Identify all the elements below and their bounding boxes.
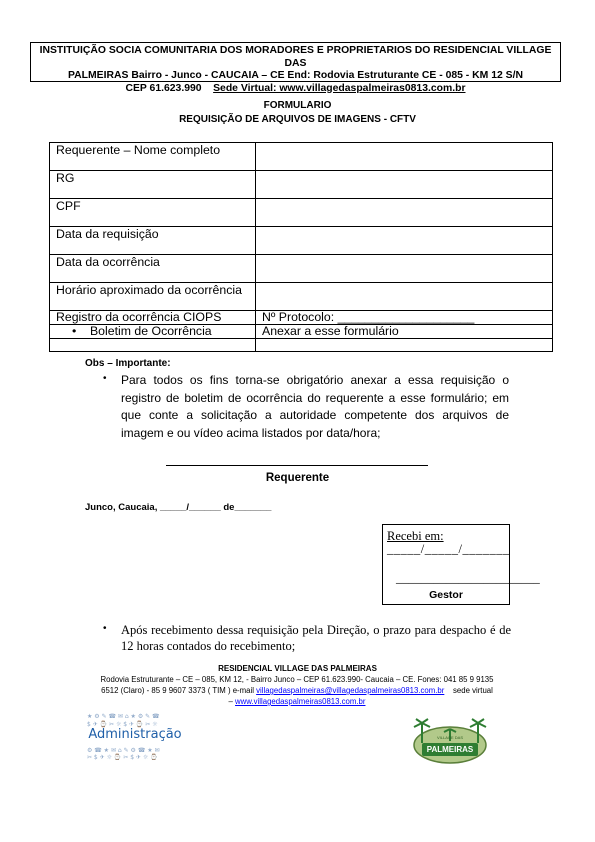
form-subtitle: REQUISIÇÃO DE ARQUIVOS DE IMAGENS - CFTV bbox=[179, 114, 416, 125]
form-label: Requerente – Nome completo bbox=[50, 143, 256, 171]
palm-logo-text: PALMEIRAS bbox=[426, 745, 474, 754]
form-row bbox=[50, 283, 553, 311]
form-label: CPF bbox=[50, 199, 256, 227]
form-field-rg[interactable] bbox=[256, 171, 553, 199]
bullet-icon: • bbox=[72, 324, 77, 338]
receipt-box bbox=[382, 524, 540, 605]
header-line1: INSTITUIÇÃO SOCIA COMUNITARIA DOS MORADORES E PROPRIETARIOS DO RESIDENCIAL VILLAGE DAS bbox=[39, 45, 552, 69]
footer-title: RESIDENCIAL VILLAGE DAS PALMEIRAS bbox=[218, 664, 377, 673]
form-row bbox=[50, 227, 553, 255]
administracao-logo bbox=[85, 710, 185, 760]
form-row bbox=[50, 339, 553, 352]
header-website: Sede Virtual: www.villagedaspalmeiras0813.com.br bbox=[213, 82, 466, 94]
request-form-table bbox=[49, 142, 553, 352]
form-label: Horário aproximado da ocorrência bbox=[50, 283, 256, 311]
form-field-occurrence-time[interactable] bbox=[256, 283, 553, 311]
form-row bbox=[50, 143, 553, 171]
form-field-bo: Anexar a esse formulário bbox=[256, 325, 553, 339]
footer-website-link[interactable]: www.villagedaspalmeiras0813.com.br bbox=[235, 697, 366, 706]
form-title: FORMULARIO bbox=[263, 100, 332, 111]
obs-paragraph-1: Para todos os fins torna-se obrigatório anexar a essa requisição o registro de boletim de ocorrência do requerente a esse formulário; em que conte a solicitação a autoridade competente dos arquivos de imagem e ou vídeo acima listados por data/hora; bbox=[121, 373, 509, 440]
form-row bbox=[50, 171, 553, 199]
institution-header bbox=[30, 42, 561, 94]
form-row bbox=[50, 311, 553, 325]
form-row bbox=[50, 199, 553, 227]
form-row bbox=[50, 255, 553, 283]
obs-title: Obs – Importante: bbox=[85, 358, 171, 369]
form-label: Data da ocorrência bbox=[50, 255, 256, 283]
form-label-bo: • Boletim de Ocorrência bbox=[50, 325, 256, 339]
header-line3: CEP 61.623.990 Sede Virtual: www.villagedaspalmeiras0813.com.br bbox=[125, 82, 466, 94]
form-field-protocol[interactable]: Nº Protocolo: ____________________ bbox=[256, 311, 553, 325]
form-field-request-date[interactable] bbox=[256, 227, 553, 255]
form-row bbox=[50, 325, 553, 339]
form-field-name[interactable] bbox=[256, 143, 553, 171]
svg-text:★ ⚙ ✎ ☎ ✉ ⌂ ★ ⚙ ✎ ☎: ★ ⚙ ✎ ☎ ✉ ⌂ ★ ⚙ ✎ ☎ bbox=[87, 713, 160, 720]
date-line: Junco, Caucaia, _____/______ de_______ bbox=[85, 502, 272, 513]
form-label-ciops: Registro da ocorrência CIOPS bbox=[50, 311, 256, 325]
svg-text:$ ✈ ⌚ ✂ ☼ $ ✈ ⌚ ✂ ☼: $ ✈ ⌚ ✂ ☼ $ ✈ ⌚ ✂ ☼ bbox=[87, 721, 158, 728]
palm-tree-icon bbox=[408, 715, 492, 765]
requerente-label: Requerente bbox=[265, 472, 330, 484]
receipt-title: Recebi em: bbox=[387, 529, 444, 543]
form-field-occurrence-date[interactable] bbox=[256, 255, 553, 283]
signature-line bbox=[166, 465, 428, 466]
footer-email-link[interactable]: villagedaspalmeiras@villagedaspalmeiras0813.com.br bbox=[256, 686, 445, 695]
svg-text:✂ $ ✈ ☼ ⌚ ✂ $ ✈ ☼ ⌚: ✂ $ ✈ ☼ ⌚ ✂ $ ✈ ☼ ⌚ bbox=[87, 754, 158, 760]
bullet-icon: • bbox=[103, 623, 107, 634]
header-line2: PALMEIRAS Bairro - Junco - CAUCAIA – CE End: Rodovia Estruturante CE - 085 - KM 12 S/N bbox=[68, 70, 523, 81]
receipt-date[interactable]: _____/_____/_______ bbox=[387, 542, 510, 556]
form-label: RG bbox=[50, 171, 256, 199]
bullet-icon: • bbox=[103, 373, 107, 384]
form-field-cpf[interactable] bbox=[256, 199, 553, 227]
admin-logo-text: Administração bbox=[88, 727, 182, 742]
palm-logo-top-text: VILLAGE DAS bbox=[436, 735, 463, 740]
svg-text:⚙ ☎ ★ ✉ ⌂ ✎ ⚙ ☎ ★ ✉: ⚙ ☎ ★ ✉ ⌂ ✎ ⚙ ☎ ★ ✉ bbox=[87, 747, 160, 754]
gestor-label: Gestor bbox=[429, 589, 463, 601]
village-palmeiras-logo bbox=[408, 715, 492, 765]
footer-contact: Rodovia Estruturante – CE – 085, KM 12, - Bairro Junco – CEP 61.623.990- Caucaia – CE. Fones: 041 85 9 9135 6512 (Claro) - 85 9 9607 3373 ( TIM ) e-mail villagedaspalmeiras@villagedaspalmeiras0813.com.br sede virtual – www.villagedaspalmeiras0813.com.br bbox=[100, 675, 494, 706]
gestor-line: _______________________ bbox=[396, 571, 540, 585]
form-label: Data da requisição bbox=[50, 227, 256, 255]
obs-paragraph-2: Após recebimento dessa requisição pela Direção, o prazo para despacho é de 12 horas contados do recebimento; bbox=[121, 623, 511, 653]
